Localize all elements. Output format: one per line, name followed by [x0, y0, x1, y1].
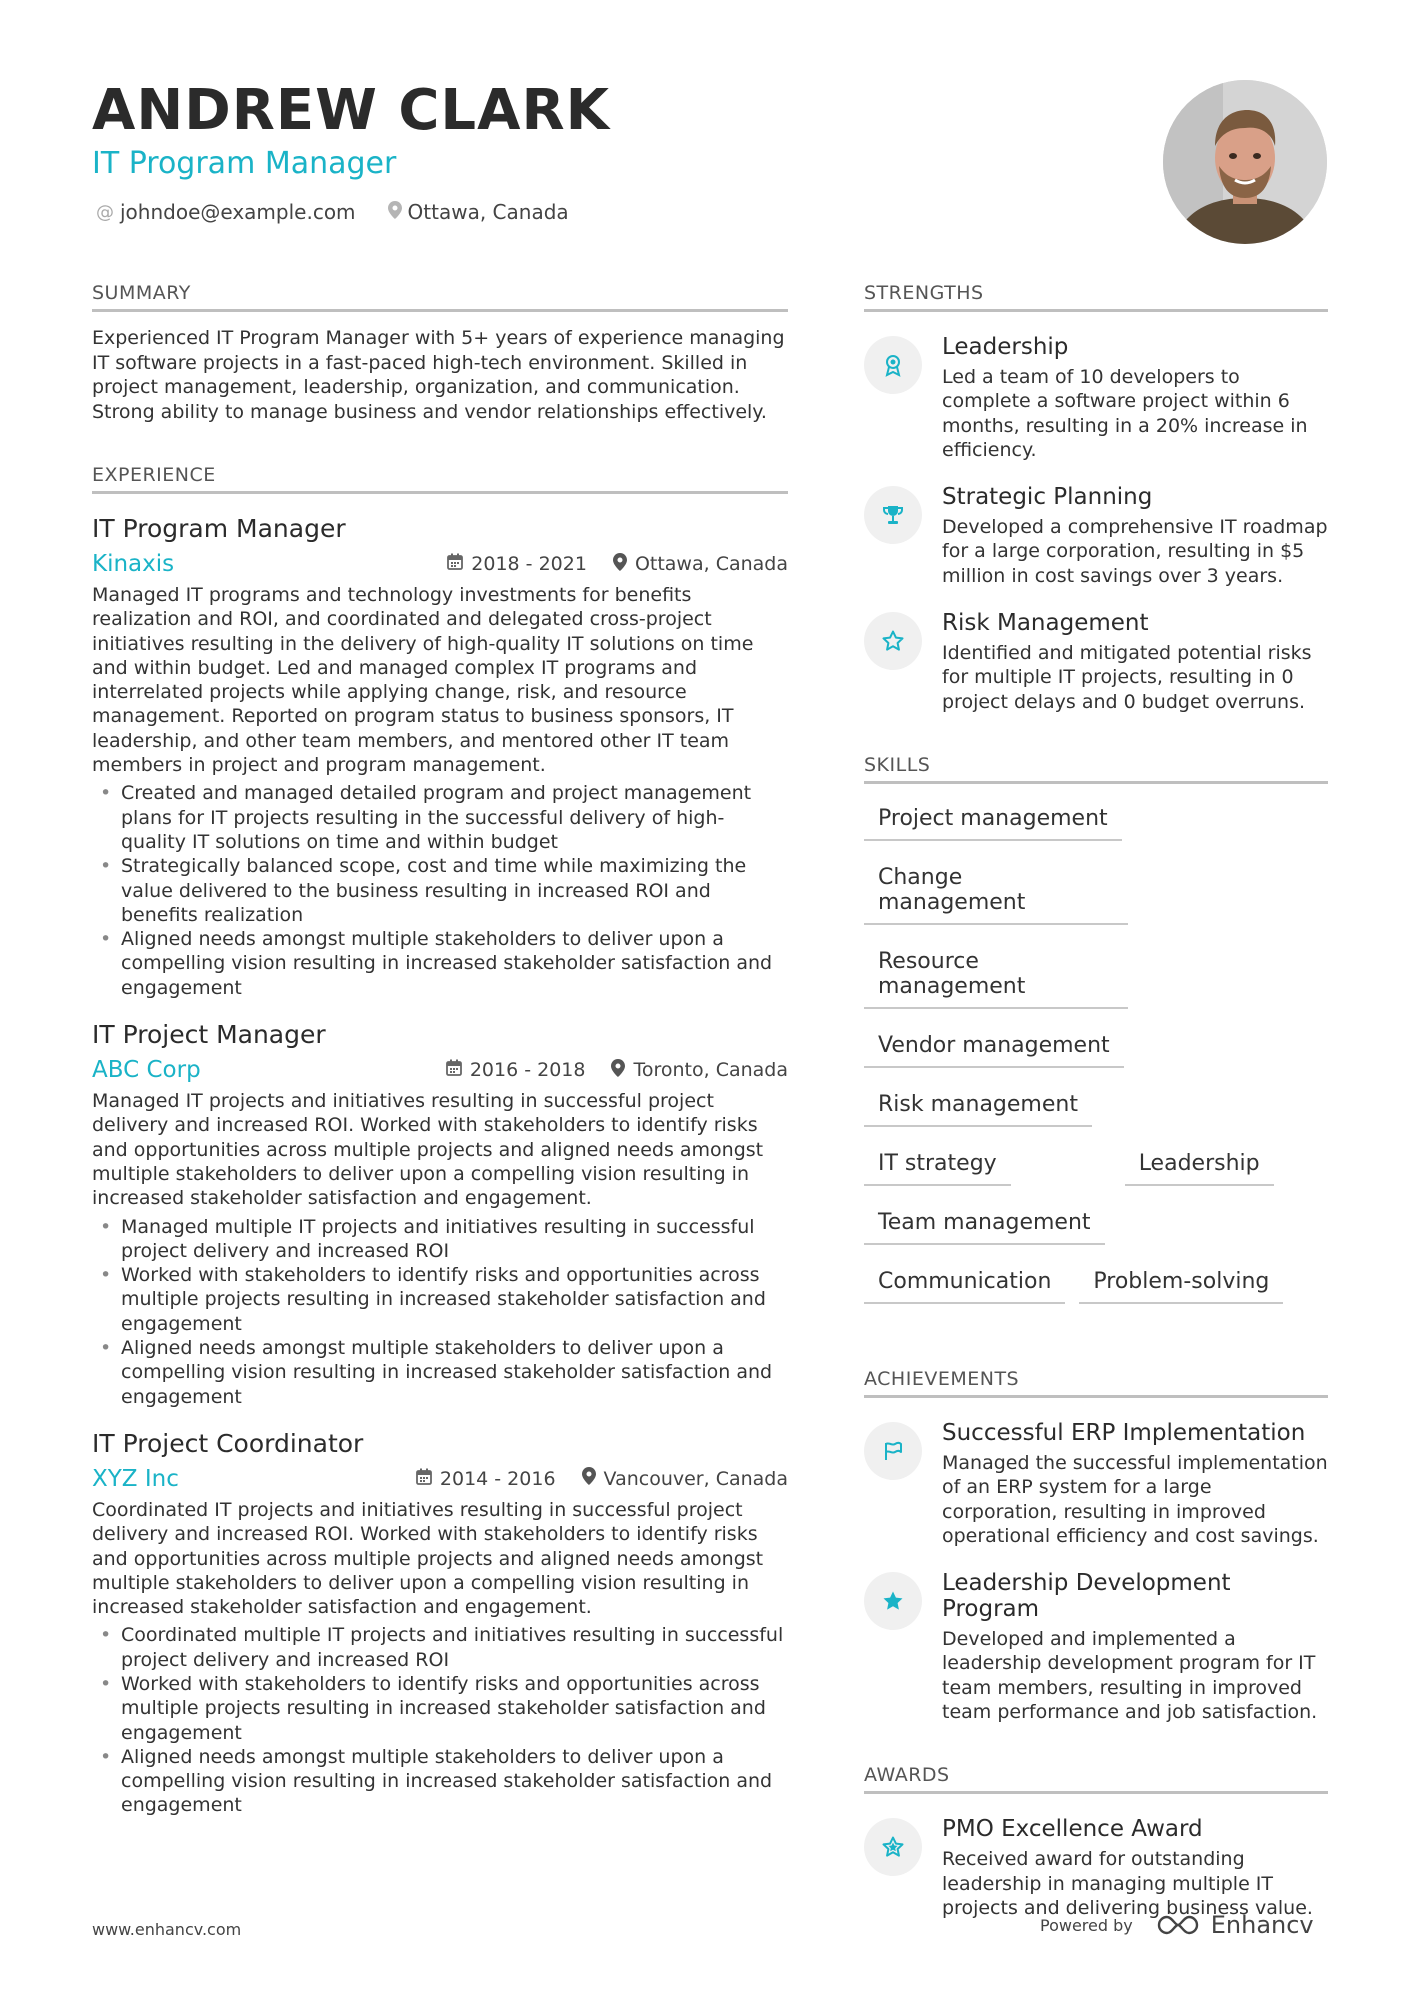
candidate-title: IT Program Manager [92, 146, 397, 181]
email-contact[interactable] [96, 200, 356, 224]
infinity-logo-icon [1155, 1913, 1201, 1937]
job-description: Managed IT programs and technology investments for benefits realization and ROI, and coordinated and delegated cross-project initiatives resulting in the delivery of high-quality IT solutions on time and within budget. Led and managed complex IT programs and interrelated projects while applying change, risk, and resource management. Reported on program status to business sponsors, IT leadership, and other team members, and mentored other IT team members in project and program management. [92, 584, 754, 777]
email-text: johndoe@example.com [120, 200, 356, 224]
strength-item [864, 484, 1328, 588]
job-entry [92, 514, 788, 1000]
strength-item [864, 610, 1328, 714]
skill-tag: Vendor management [864, 1025, 1124, 1068]
skill-tag: Communication [864, 1261, 1065, 1304]
achievement-item [864, 1570, 1328, 1724]
job-description: Coordinated IT projects and initiatives resulting in successful project delivery and increased ROI. Worked with stakeholders to identify risks and opportunities across multiple projects and aligned needs amongst multiple stakeholders to deliver upon a compelling vision resulting in increased stakeholder satisfaction and engagement. [92, 1498, 764, 1619]
candidate-name: ANDREW CLARK [92, 78, 610, 143]
list-item: • Aligned needs amongst multiple stakeholders to deliver upon a compelling vision resulting in increased stakeholder satisfaction and engagement [100, 1745, 773, 1817]
list-item: • Coordinated multiple IT projects and initiatives resulting in successful project delivery and increased ROI [100, 1624, 784, 1671]
skill-tag: Team management [864, 1202, 1105, 1245]
skill-tag: Risk management [864, 1084, 1092, 1127]
job-title: IT Program Manager [92, 514, 346, 543]
profile-photo [1163, 80, 1327, 244]
strength-title: Strategic Planning [942, 484, 1153, 511]
calendar-icon [447, 553, 463, 575]
location-contact [388, 200, 569, 224]
job-meta [92, 551, 788, 577]
strength-title: Leadership [942, 334, 1069, 360]
map-pin-icon [582, 1467, 596, 1490]
job-entry [92, 1020, 788, 1409]
skill-tag: Problem-solving [1079, 1261, 1283, 1304]
strength-desc: Led a team of 10 developers to complete a software project within 6 months, resulting in a 20% increase in efficiency. [942, 366, 1308, 461]
skill-tag: Project management [864, 798, 1122, 841]
job-bullets [92, 1215, 788, 1409]
job-title: IT Project Coordinator [92, 1428, 364, 1458]
medal-icon [864, 336, 922, 394]
summary-heading: SUMMARY [92, 282, 788, 312]
map-pin-icon [388, 201, 402, 224]
company-name: XYZ Inc [92, 1465, 179, 1492]
list-item: • Managed multiple IT projects and initiatives resulting in successful project delivery and increased ROI [100, 1215, 755, 1262]
map-pin-icon [611, 1059, 625, 1082]
flag-icon [864, 1422, 922, 1480]
job-bullets [92, 1623, 788, 1817]
job-bullets [92, 781, 788, 1000]
left-column [92, 282, 788, 1818]
right-column [864, 282, 1328, 1920]
award-star-icon [864, 1818, 922, 1876]
skill-tag: IT strategy [864, 1143, 1011, 1186]
list-item: • Aligned needs amongst multiple stakeholders to deliver upon a compelling vision resulting in increased stakeholder satisfaction and engagement [100, 928, 773, 999]
experience-section [92, 464, 788, 1818]
filled-star-icon [864, 1572, 922, 1630]
achievement-item [864, 1420, 1328, 1548]
awards-heading: AWARDS [864, 1764, 1328, 1794]
calendar-icon [416, 1468, 432, 1490]
strength-desc: Identified and mitigated potential risks for multiple IT projects, resulting in 0 project delays and 0 budget overruns. [942, 642, 1312, 713]
strength-item [864, 334, 1328, 462]
strengths-heading: STRENGTHS [864, 282, 1328, 312]
achievement-desc: Managed the successful implementation of an ERP system for a large corporation, resulting in improved operational efficiency and cost savings. [942, 1451, 1328, 1547]
job-location: Ottawa, Canada [634, 553, 788, 575]
at-icon: @ [96, 201, 114, 223]
list-item: • Worked with stakeholders to identify risks and opportunities across multiple projects resulting in increased stakeholder satisfaction and engagement [100, 1672, 766, 1744]
brand-logo[interactable] [1155, 1911, 1314, 1939]
award-desc: Received award for outstanding leadership in managing multiple IT projects and delivering business value. [942, 1848, 1313, 1919]
award-title: PMO Excellence Award [942, 1816, 1203, 1843]
skills-list [864, 798, 1328, 1304]
star-icon [864, 612, 922, 670]
footer-branding [1040, 1911, 1314, 1939]
company-name: Kinaxis [92, 551, 175, 577]
trophy-icon [864, 486, 922, 544]
powered-by-text: Powered by [1040, 1915, 1133, 1935]
job-description: Managed IT projects and initiatives resulting in successful project delivery and increased ROI. Worked with stakeholders to identify risks and opportunities across multiple projects and aligned needs amongst multiple stakeholders to deliver upon a compelling vision resulting in increased stakeholder satisfaction and engagement. [92, 1090, 764, 1210]
skill-tag: Resource management [864, 941, 1128, 1009]
experience-heading: EXPERIENCE [92, 464, 788, 494]
job-meta [92, 1466, 788, 1492]
skill-tag: Change management [864, 857, 1128, 925]
map-pin-icon [613, 553, 627, 576]
strength-desc: Developed a comprehensive IT roadmap for a large corporation, resulting in $5 million in cost savings over 3 years. [942, 516, 1328, 587]
job-title: IT Project Manager [92, 1020, 326, 1050]
job-location: Toronto, Canada [633, 1059, 788, 1082]
job-dates: 2016 - 2018 [469, 1059, 586, 1082]
list-item: • Aligned needs amongst multiple stakeholders to deliver upon a compelling vision resulting in increased stakeholder satisfaction and engagement [100, 1337, 773, 1408]
job-dates: 2018 - 2021 [471, 553, 587, 575]
achievement-desc: Developed and implemented a leadership development program for IT team members, resulting in improved team performance and job satisfaction. [942, 1628, 1318, 1724]
skill-tag: Leadership [1125, 1143, 1274, 1186]
achievement-title: Leadership Development Program [942, 1570, 1231, 1623]
summary-text: Experienced IT Program Manager with 5+ years of experience managing IT software projects in a fast-paced high-tech environment. Skilled in project management, leadership, organization, and communication. Strong ability to manage business and vendor relationships effectively. [92, 327, 785, 423]
job-location: Vancouver, Canada [603, 1467, 788, 1490]
footer-website[interactable]: www.enhancv.com [92, 1920, 242, 1939]
company-name: ABC Corp [92, 1057, 201, 1084]
achievement-title: Successful ERP Implementation [942, 1419, 1306, 1446]
contact-row [96, 200, 569, 224]
list-item: • Worked with stakeholders to identify risks and opportunities across multiple projects resulting in increased stakeholder satisfaction and engagement [100, 1264, 766, 1335]
achievements-heading: ACHIEVEMENTS [864, 1368, 1328, 1398]
list-item: • Created and managed detailed program and project management plans for IT projects resulting in the successful delivery of high-quality IT solutions on time and within budget [100, 782, 752, 853]
location-text: Ottawa, Canada [407, 200, 569, 224]
award-item [864, 1816, 1328, 1920]
calendar-icon [446, 1059, 462, 1081]
job-meta [92, 1057, 788, 1083]
job-entry [92, 1429, 788, 1818]
list-item: • Strategically balanced scope, cost and time while maximizing the value delivered to the business resulting in increased ROI and benefits realization [100, 855, 747, 926]
skills-heading: SKILLS [864, 754, 1328, 784]
job-dates: 2014 - 2016 [439, 1467, 556, 1490]
brand-name: Enhancv [1210, 1911, 1314, 1939]
strength-title: Risk Management [942, 610, 1149, 637]
